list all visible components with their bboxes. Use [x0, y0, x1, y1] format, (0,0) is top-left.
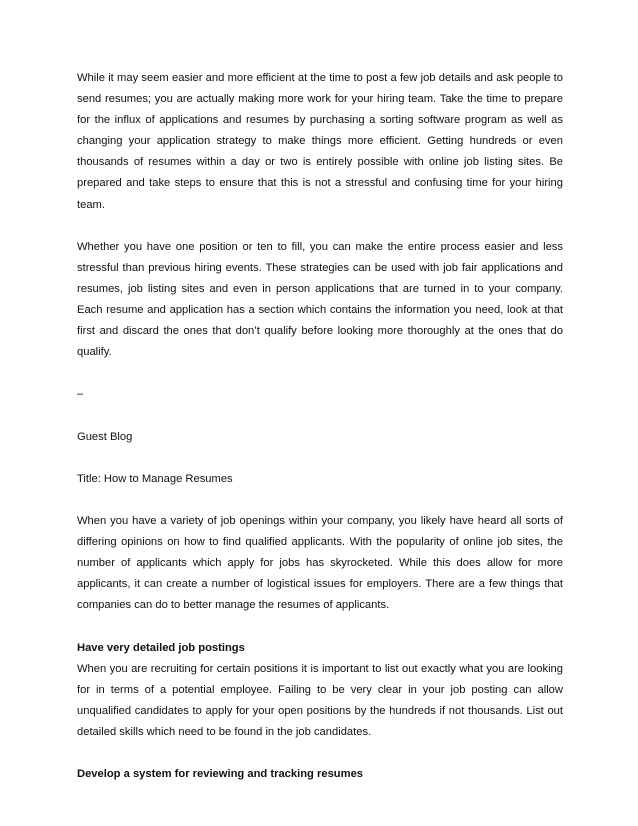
intro-paragraph-2: Whether you have one position or ten to fill, you can make the entire process easier and less stressful than previous hiring events. These strategies can be used with job fair applications and resumes, job listing sites and even in person applications that are turned in to your company. Each resume and application has a section which contains the information you need, look at that first and discard the ones that don’t qualify before looking more thoroughly at the ones that do qualify. [77, 240, 563, 359]
intro-paragraph-1: While it may seem easier and more efficient at the time to post a few job details and ask people to send resumes; you are actually making more work for your hiring team. Take the time to prepare for the influx of applications and resumes by purchasing a sorting software program as well as changing your application strategy to make things more efficient. Getting hundreds or even thousands of resumes within a day or two is entirely possible with online job listing sites. Be prepared and take steps to ensure that this is not a stressful and confusing time for your hiring team. [77, 72, 563, 211]
guest-blog-label: Guest Blog [77, 430, 133, 443]
blog-intro-paragraph: When you have a variety of job openings within your company, you likely have heard all sorts of differing opinions on how to find qualified applicants. With the popularity of online job sites, the number of applicants which apply for jobs has skyrocketed. While this does allow for more applicants, it can create a number of logistical issues for employers. There are a few things that companies can do to better manage the resumes of applicants. [77, 514, 563, 612]
section-heading-review-system: Develop a system for reviewing and tracking resumes [77, 768, 364, 781]
section-heading-detailed-postings: Have very detailed job postings [77, 641, 245, 654]
section-body-detailed-postings: When you are recruiting for certain positions it is important to list out exactly what you are looking for in terms of a potential employee. Failing to be very clear in your job posting can allow unqualified candidates to apply for your open positions by the hundreds if not thousands. List out detailed skills which need to be found in the job candidates. [77, 662, 563, 738]
separator-dash: – [77, 388, 84, 401]
document-body [77, 68, 563, 785]
article-title: Title: How to Manage Resumes [77, 472, 233, 485]
